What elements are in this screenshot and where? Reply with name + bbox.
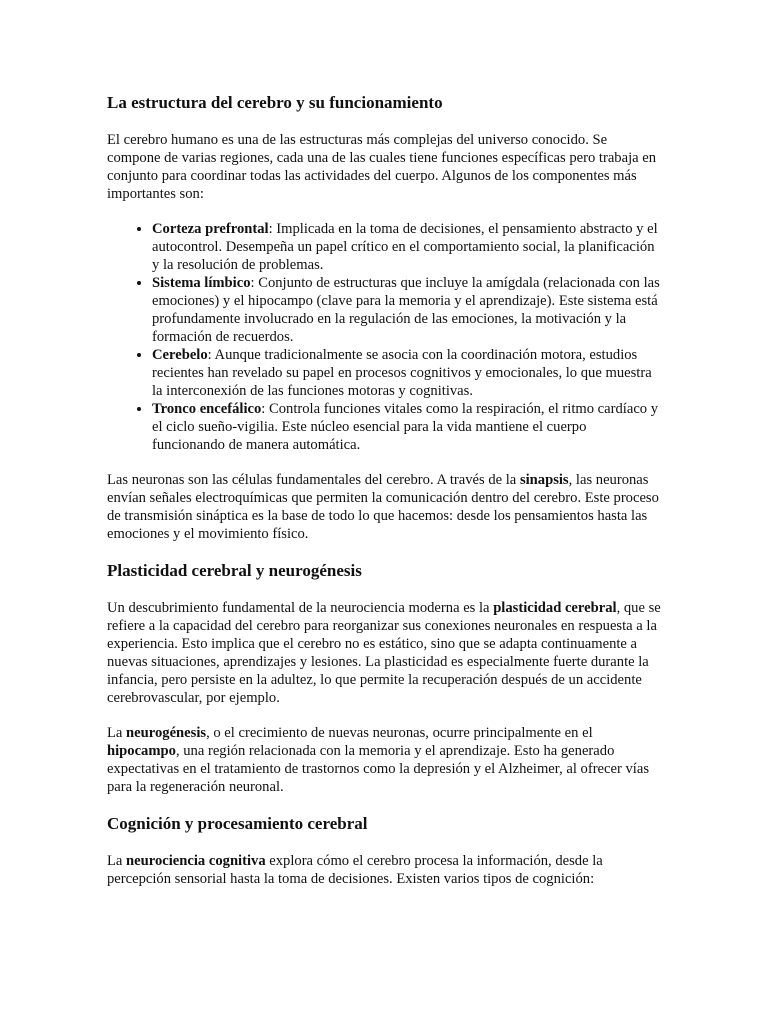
list-item	[152, 346, 662, 400]
list-item-text: : Conjunto de estructuras que incluye la amígdala (relacionada con las emociones) y el hipocampo (clave para la memoria y el aprendizaje). Este sistema está profundamente involucrado en la regulación de las emociones, la motivación y la formación de recuerdos.	[152, 275, 660, 345]
section-heading-cognition: Cognición y procesamiento cerebral	[107, 814, 368, 833]
bold-term-plasticidad: plasticidad cerebral	[493, 600, 617, 616]
bold-term-neurogenesis: neurogénesis	[126, 725, 207, 741]
section-heading-plasticity: Plasticidad cerebral y neurogénesis	[107, 561, 362, 580]
list-item-term: Cerebelo	[152, 347, 208, 363]
intro-paragraph: El cerebro humano es una de las estructuras más complejas del universo conocido. Se compone de varias regiones, cada una de las cuales tiene funciones específicas pero trabaja en conjunto para coordinar todas las actividades del cuerpo. Algunos de los componentes más importantes son:	[107, 132, 657, 202]
list-item	[152, 274, 662, 346]
list-item-term: Sistema límbico	[152, 275, 251, 291]
section-heading-structure: La estructura del cerebro y su funcionamiento	[107, 93, 443, 112]
neurons-paragraph: Las neuronas son las células fundamentales del cerebro. A través de la sinapsis, las neuronas envían señales electroquímicas que permiten la comunicación dentro del cerebro. Este proceso de transmisión sináptica es la base de todo lo que hacemos: desde los pensamientos hasta las emociones y el movimiento físico.	[107, 472, 659, 542]
neurogenesis-paragraph: La neurogénesis, o el crecimiento de nuevas neuronas, ocurre principalmente en el hipocampo, una región relacionada con la memoria y el aprendizaje. Esto ha generado expectativas en el tratamiento de trastornos como la depresión y el Alzheimer, al ofrecer vías para la regeneración neuronal.	[107, 725, 650, 795]
plasticity-paragraph: Un descubrimiento fundamental de la neurociencia moderna es la plasticidad cerebral, que se refiere a la capacidad del cerebro para reorganizar sus conexiones neuronales en respuesta a la experiencia. Esto implica que el cerebro no es estático, sino que se adapta continuamente a nuevas situaciones, aprendizajes y lesiones. La plasticidad es especialmente fuerte durante la infancia, pero persiste en la adultez, lo que permite la recuperación después de un accidente cerebrovascular, por ejemplo.	[107, 600, 661, 706]
list-item-text: : Implicada en la toma de decisiones, el pensamiento abstracto y el autocontrol. Desempeña un papel crítico en el comportamiento social, la planificación y la resolución de problemas.	[152, 221, 658, 273]
brain-components-list	[107, 220, 662, 454]
cognition-paragraph: La neurociencia cognitiva explora cómo el cerebro procesa la información, desde la percepción sensorial hasta la toma de decisiones. Existen varios tipos de cognición:	[107, 853, 603, 887]
bold-term-neurociencia-cognitiva: neurociencia cognitiva	[126, 853, 266, 869]
list-item-text: : Aunque tradicionalmente se asocia con la coordinación motora, estudios recientes han revelado su papel en procesos cognitivos y emocionales, lo que muestra la interconexión de las funciones motoras y cognitivas.	[152, 347, 652, 399]
list-item-term: Corteza prefrontal	[152, 221, 269, 237]
list-item-text: : Controla funciones vitales como la respiración, el ritmo cardíaco y el ciclo sueño-vigilia. Este núcleo esencial para la vida mantiene el cuerpo funcionando de manera automática.	[152, 401, 659, 453]
bold-term-hipocampo: hipocampo	[107, 743, 176, 759]
list-item	[152, 220, 662, 274]
bold-term-sinapsis: sinapsis	[519, 472, 569, 488]
list-item	[152, 400, 662, 454]
list-item-term: Tronco encefálico	[152, 401, 262, 417]
